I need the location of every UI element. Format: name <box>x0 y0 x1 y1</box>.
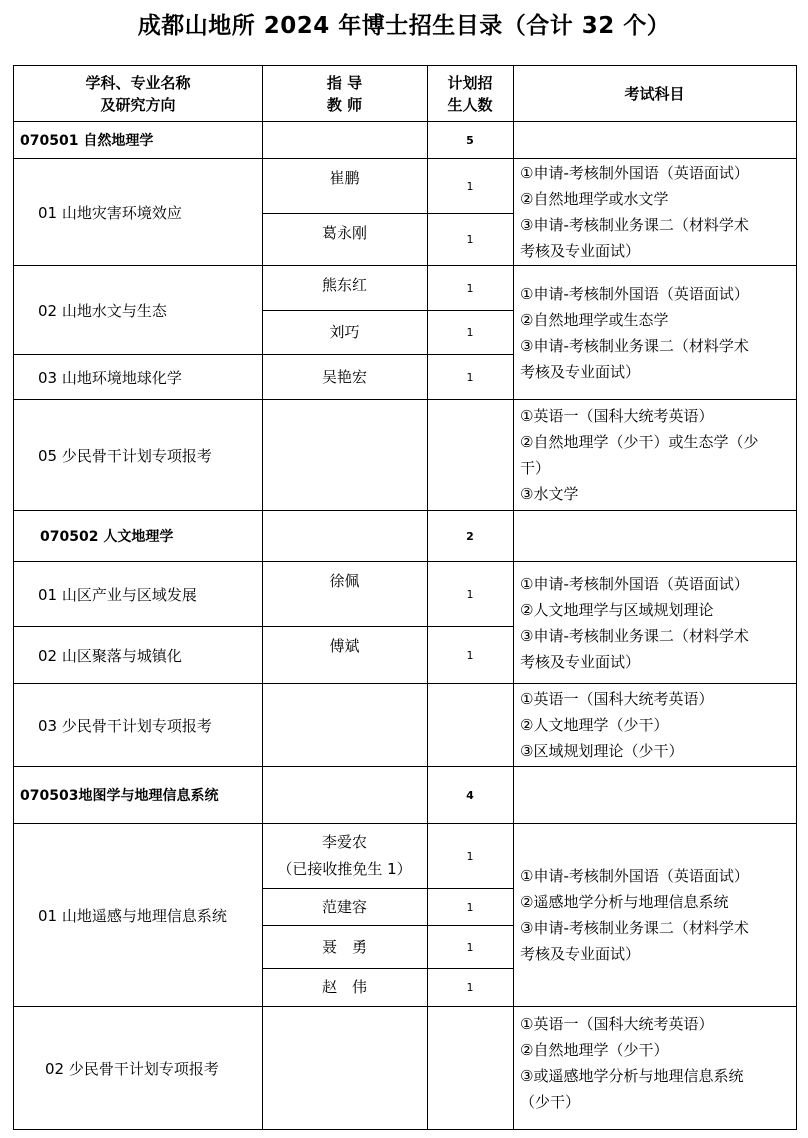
row-divider <box>13 823 797 824</box>
row-divider-partial <box>13 626 514 627</box>
row-divider <box>13 561 797 562</box>
advisor-quota: 1 <box>466 233 474 246</box>
table-border-right <box>796 65 797 1130</box>
exam-item: ①申请-考核制外国语（英语面试） <box>520 867 749 885</box>
header-advisor <box>262 66 427 121</box>
exam-item: 考核及专业面试） <box>520 652 641 671</box>
advisor-name: 赵 伟 <box>321 978 367 996</box>
exam-subjects <box>514 266 796 399</box>
research-direction: 03 山地环境地球化学 <box>38 368 182 387</box>
exam-item: ①申请-考核制外国语（英语面试） <box>520 284 749 303</box>
exam-item: ③区域规划理论（少干） <box>520 742 684 760</box>
row-divider <box>13 158 797 159</box>
exam-item: （少干） <box>520 1093 581 1111</box>
subject-name: 070502 人文地理学 <box>40 529 174 545</box>
exam-item: ①英语一（国科大统考英语） <box>520 690 714 708</box>
exam-item: ③申请-考核制业务课二（材料学术 <box>520 336 749 355</box>
exam-item: ③水文学 <box>520 485 579 503</box>
advisor-quota: 1 <box>466 587 474 601</box>
col-divider <box>262 65 263 1130</box>
advisor-quota: 1 <box>466 370 474 384</box>
header-advisor-line2: 教 师 <box>326 95 363 114</box>
exam-item: ②自然地理学（少干）或生态学（少 <box>520 433 759 451</box>
row-divider <box>13 766 797 767</box>
research-direction: 02 山区聚落与城镇化 <box>38 646 182 665</box>
exam-item: ②自然地理学（少干） <box>520 1041 669 1059</box>
table-border-bottom <box>13 1129 797 1130</box>
exam-item: ①申请-考核制外国语（英语面试） <box>520 574 749 593</box>
exam-item: 干） <box>520 459 551 477</box>
exam-item: 考核及专业面试） <box>520 362 641 381</box>
header-subject-line1: 学科、专业名称 <box>85 73 191 92</box>
research-direction: 05 少民骨干计划专项报考 <box>38 446 212 465</box>
row-divider <box>13 1006 797 1007</box>
subject-quota: 4 <box>466 788 474 802</box>
advisor-quota: 1 <box>466 940 474 954</box>
exam-item: ③申请-考核制业务课二（材料学术 <box>520 919 749 937</box>
exam-item: 考核及专业面试） <box>520 242 641 260</box>
advisor-name: 熊东红 <box>321 276 367 294</box>
subject-quota: 5 <box>466 133 474 147</box>
exam-subjects <box>514 684 796 766</box>
exam-subjects <box>514 824 796 1006</box>
advisor-name: 聂 勇 <box>321 937 367 956</box>
exam-item: ①英语一（国科大统考英语） <box>520 407 714 425</box>
advisor-name: 崔鹏 <box>329 169 360 187</box>
table-border-top <box>13 65 797 66</box>
advisor-name <box>262 824 427 888</box>
advisor-quota: 1 <box>466 281 474 295</box>
advisor-note: （已接收推免生 1） <box>277 860 412 878</box>
subject-name: 070503地图学与地理信息系统 <box>20 788 219 804</box>
col-divider <box>513 65 514 1130</box>
exam-item: ①英语一（国科大统考英语） <box>520 1015 714 1033</box>
row-divider-partial <box>262 925 514 926</box>
exam-subjects <box>514 1007 796 1129</box>
header-subject-direction <box>14 66 262 121</box>
advisor-quota: 1 <box>466 849 474 863</box>
exam-subjects <box>514 159 796 265</box>
exam-item: ②遥感地学分析与地理信息系统 <box>520 893 729 911</box>
row-divider-partial <box>13 354 514 355</box>
research-direction: 01 山区产业与区域发展 <box>38 585 197 604</box>
advisor-name: 徐佩 <box>329 572 360 590</box>
row-divider <box>13 399 797 400</box>
exam-item: ②自然地理学或水文学 <box>520 190 669 208</box>
exam-item: ③申请-考核制业务课二（材料学术 <box>520 216 749 234</box>
header-quota-line2: 生人数 <box>447 95 493 114</box>
exam-item: ②人文地理学（少干） <box>520 716 669 734</box>
research-direction: 02 少民骨干计划专项报考 <box>45 1059 219 1078</box>
row-divider-partial <box>262 968 514 969</box>
exam-item: ③申请-考核制业务课二（材料学术 <box>520 626 749 645</box>
header-quota-line1: 计划招 <box>447 73 493 92</box>
row-divider <box>13 265 797 266</box>
research-direction: 02 山地水文与生态 <box>38 301 167 320</box>
header-exam-subjects: 考试科目 <box>624 84 685 103</box>
advisor-quota: 1 <box>466 179 474 193</box>
advisor-name: 范建容 <box>321 897 367 916</box>
exam-item: 考核及专业面试） <box>520 945 641 963</box>
advisor-quota: 1 <box>466 326 474 339</box>
exam-subjects <box>514 400 796 510</box>
row-divider <box>13 121 797 122</box>
advisor-name-text: 李爱农 <box>321 833 367 851</box>
row-divider <box>13 683 797 684</box>
header-subject-line2: 及研究方向 <box>100 95 176 114</box>
advisor-quota: 1 <box>466 981 474 994</box>
research-direction: 01 山地灾害环境效应 <box>38 203 182 222</box>
subject-quota: 2 <box>466 529 474 543</box>
advisor-name: 葛永刚 <box>321 224 367 242</box>
row-divider-partial <box>262 888 514 889</box>
row-divider-partial <box>262 213 514 214</box>
research-direction: 03 少民骨干计划专项报考 <box>38 716 212 735</box>
advisor-quota: 1 <box>466 900 474 914</box>
advisor-name: 刘巧 <box>329 323 360 341</box>
header-quota <box>427 66 513 121</box>
table-border-left <box>13 65 14 1130</box>
header-advisor-line1: 指 导 <box>326 73 363 92</box>
exam-item: ②自然地理学或生态学 <box>520 310 669 329</box>
advisor-name: 吴艳宏 <box>321 367 367 386</box>
exam-item: ②人文地理学与区域规划理论 <box>520 600 714 619</box>
row-divider <box>13 510 797 511</box>
page-title: 成都山地所 2024 年博士招生目录（合计 32 个） <box>137 13 671 39</box>
exam-subjects <box>514 562 796 683</box>
advisor-quota: 1 <box>466 648 474 662</box>
advisor-name: 傅斌 <box>329 637 360 655</box>
col-divider <box>427 65 428 1130</box>
research-direction: 01 山地遥感与地理信息系统 <box>38 906 227 925</box>
exam-item: ③或遥感地学分析与地理信息系统 <box>520 1067 744 1085</box>
subject-name: 070501 自然地理学 <box>20 133 154 149</box>
exam-item: ①申请-考核制外国语（英语面试） <box>520 164 749 182</box>
row-divider-partial <box>262 310 514 311</box>
